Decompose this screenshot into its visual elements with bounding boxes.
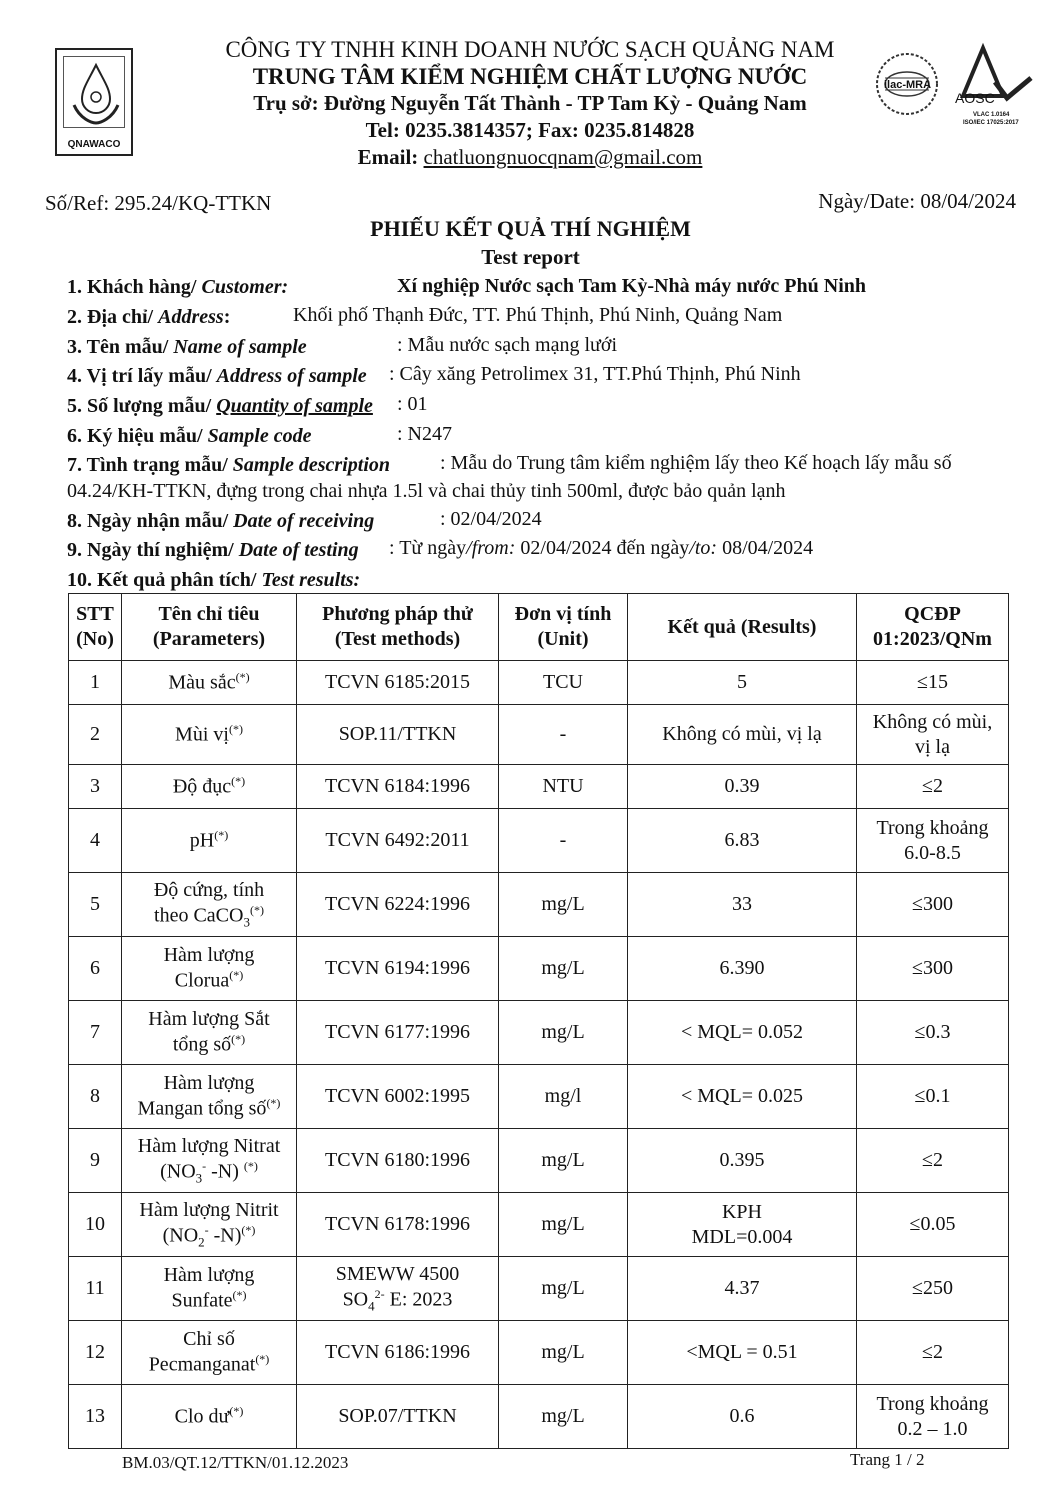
cell-result: < MQL= 0.052 (628, 1001, 857, 1065)
cell-param: Chỉ số Pecmanganat(*) (122, 1321, 297, 1385)
table-row (69, 1129, 1009, 1193)
results-label: 10. Kết quả phân tích/ Test results: (67, 569, 361, 591)
reference-number: Số/Ref: 295.24/KQ-TTKN (45, 191, 272, 215)
cell-param: Clo dư(*) (122, 1385, 297, 1449)
sample-location-label: 4. Vị trí lấy mẫu/ Address of sample (67, 365, 367, 387)
email-label: Email: (357, 145, 424, 169)
header-result: Kết quả (Results) (628, 594, 857, 661)
cell-result: 4.37 (628, 1257, 857, 1321)
table-row (69, 937, 1009, 1001)
ilac-label: ilac-MRA (884, 79, 932, 91)
cell-unit: - (499, 809, 628, 873)
cell-limit: ≤300 (857, 937, 1009, 1001)
receive-date-value: : 02/04/2024 (440, 508, 542, 530)
sample-code-label: 6. Ký hiệu mẫu/ Sample code (67, 425, 312, 447)
cell-limit: ≤15 (857, 661, 1009, 705)
sample-location-value: : Cây xăng Petrolimex 31, TT.Phú Thịnh, Phú Ninh (389, 363, 801, 385)
cell-param: Hàm lượng Nitrit ($NO_2^-$ -N)(*) (122, 1193, 297, 1257)
cell-method: SOP.07/TTKN (297, 1385, 499, 1449)
report-date: Ngày/Date: 08/04/2024 (818, 189, 1016, 213)
iso-standard: ISO/IEC 17025:2017 (963, 120, 1019, 126)
cell-result: 6.83 (628, 809, 857, 873)
cell-method: SMEWW 4500 $SO_4^{2-}$ E: 2023 (297, 1257, 499, 1321)
cell-method: TCVN 6194:1996 (297, 937, 499, 1001)
cell-param: Độ đục(*) (122, 765, 297, 809)
header-method: Phương pháp thử (Test methods) (297, 594, 499, 661)
cell-param: Mùi vị(*) (122, 705, 297, 765)
address-label: 2. Địa chỉ/ Address: (67, 306, 231, 328)
logo-label: QNAWACO (67, 139, 121, 150)
email-link[interactable]: chatluongnuocqnam@gmail.com (423, 145, 703, 169)
header-unit: Đơn vị tính (Unit) (499, 594, 628, 661)
cell-limit: ≤2 (857, 765, 1009, 809)
sample-code-value: : N247 (397, 423, 452, 445)
cell-unit: TCU (499, 661, 628, 705)
cell-no: 10 (69, 1193, 122, 1257)
cell-no: 3 (69, 765, 122, 809)
cell-unit: mg/L (499, 1321, 628, 1385)
cell-limit: ≤250 (857, 1257, 1009, 1321)
cell-no: 2 (69, 705, 122, 765)
cell-param: Hàm lượng Mangan tổng số(*) (122, 1065, 297, 1129)
aosc-label: AOSC (955, 90, 995, 106)
cell-limit: Trong khoảng 6.0-8.5 (857, 809, 1009, 873)
table-row (69, 1257, 1009, 1321)
company-address: Trụ sở: Đường Nguyễn Tất Thành - TP Tam Kỳ - Quảng Nam (253, 91, 807, 115)
cell-unit: mg/L (499, 1001, 628, 1065)
cell-unit: - (499, 705, 628, 765)
company-logo (55, 48, 133, 156)
cell-result: Không có mùi, vị lạ (628, 705, 857, 765)
cell-param: Hàm lượng Sunfate(*) (122, 1257, 297, 1321)
results-table (68, 593, 1009, 1449)
cell-unit: mg/L (499, 1129, 628, 1193)
table-row (69, 1385, 1009, 1449)
cell-method: TCVN 6492:2011 (297, 809, 499, 873)
cell-unit: mg/L (499, 1257, 628, 1321)
company-name: CÔNG TY TNHH KINH DOANH NƯỚC SẠCH QUẢNG NAM (225, 37, 835, 62)
receive-date-label: 8. Ngày nhận mẫu/ Date of receiving (67, 510, 375, 532)
cell-no: 7 (69, 1001, 122, 1065)
cell-unit: mg/L (499, 873, 628, 937)
customer-label: 1. Khách hàng/ Customer: (67, 276, 289, 298)
table-row (69, 1065, 1009, 1129)
cell-unit: mg/L (499, 937, 628, 1001)
company-email-line (150, 145, 910, 170)
test-date-value: : Từ ngày/from: 02/04/2024 đến ngày/to: 08/04/2024 (389, 537, 814, 559)
cell-method: TCVN 6180:1996 (297, 1129, 499, 1193)
cell-limit: ≤0.1 (857, 1065, 1009, 1129)
table-row (69, 765, 1009, 809)
cell-unit: NTU (499, 765, 628, 809)
cell-result: < MQL= 0.025 (628, 1065, 857, 1129)
header-limit: QCĐP 01:2023/QNm (857, 594, 1009, 661)
cell-method: TCVN 6185:2015 (297, 661, 499, 705)
cell-no: 9 (69, 1129, 122, 1193)
cell-method: TCVN 6224:1996 (297, 873, 499, 937)
cell-unit: mg/L (499, 1385, 628, 1449)
report-subtitle: Test report (481, 245, 580, 269)
customer-value: Xí nghiệp Nước sạch Tam Kỳ-Nhà máy nước Phú Ninh (397, 275, 867, 297)
cell-no: 4 (69, 809, 122, 873)
form-code: BM.03/QT.12/TTKN/01.12.2023 (122, 1453, 349, 1472)
cell-result: 5 (628, 661, 857, 705)
table-row (69, 705, 1009, 765)
water-drop-logo-icon (63, 56, 125, 128)
cell-unit: mg/L (499, 1193, 628, 1257)
report-title: PHIẾU KẾT QUẢ THÍ NGHIỆM (370, 216, 691, 241)
cell-no: 13 (69, 1385, 122, 1449)
test-date-label: 9. Ngày thí nghiệm/ Date of testing (67, 539, 359, 561)
company-phone: Tel: 0235.3814357; Fax: 0235.814828 (365, 118, 695, 142)
cell-limit: ≤2 (857, 1321, 1009, 1385)
cell-limit: ≤0.3 (857, 1001, 1009, 1065)
sample-desc-value-cont: 04.24/KH-TTKN, đựng trong chai nhựa 1.5l và chai thủy tinh 500ml, được bảo quản lạnh (67, 480, 786, 502)
cell-result: 0.395 (628, 1129, 857, 1193)
cell-method: TCVN 6002:1995 (297, 1065, 499, 1129)
cell-param: Độ cứng, tính theo CaCO$_3$(*) (122, 873, 297, 937)
cell-no: 1 (69, 661, 122, 705)
cell-no: 12 (69, 1321, 122, 1385)
table-row (69, 1193, 1009, 1257)
cell-param: Hàm lượng Sắt tổng số(*) (122, 1001, 297, 1065)
accreditation-logos (875, 42, 1035, 134)
cell-no: 6 (69, 937, 122, 1001)
sample-desc-label: 7. Tình trạng mẫu/ Sample description (67, 454, 391, 476)
address-value: Khối phố Thạnh Đức, TT. Phú Thịnh, Phú Ninh, Quảng Nam (293, 304, 783, 326)
vlac-code: VLAC 1.0164 (973, 112, 1010, 118)
cell-no: 5 (69, 873, 122, 937)
cell-result: 0.6 (628, 1385, 857, 1449)
sample-desc-value: : Mẫu do Trung tâm kiểm nghiệm lấy theo Kế hoạch lấy mẫu số (440, 452, 952, 474)
cell-limit: ≤2 (857, 1129, 1009, 1193)
cell-limit: ≤300 (857, 873, 1009, 937)
cell-method: SOP.11/TTKN (297, 705, 499, 765)
table-header-row (69, 594, 1009, 661)
table-row (69, 1321, 1009, 1385)
cell-result: <MQL = 0.51 (628, 1321, 857, 1385)
cell-param: Màu sắc(*) (122, 661, 297, 705)
cell-param: Hàm lượng Clorua(*) (122, 937, 297, 1001)
center-name: TRUNG TÂM KIỂM NGHIỆM CHẤT LƯỢNG NƯỚC (252, 64, 808, 89)
table-row (69, 1001, 1009, 1065)
cell-limit: ≤0.05 (857, 1193, 1009, 1257)
cell-result: 0.39 (628, 765, 857, 809)
sample-name-label: 3. Tên mẫu/ Name of sample (67, 336, 307, 358)
cell-no: 8 (69, 1065, 122, 1129)
cell-result: KPH MDL=0.004 (628, 1193, 857, 1257)
cell-unit: mg/l (499, 1065, 628, 1129)
cell-limit: Trong khoảng 0.2 – 1.0 (857, 1385, 1009, 1449)
sample-name-value: : Mẫu nước sạch mạng lưới (397, 334, 618, 356)
page-number: Trang 1 / 2 (850, 1450, 925, 1469)
table-row (69, 873, 1009, 937)
table-row (69, 809, 1009, 873)
cell-method: TCVN 6177:1996 (297, 1001, 499, 1065)
cell-result: 6.390 (628, 937, 857, 1001)
header-no: STT (No) (69, 594, 122, 661)
cell-param: pH(*) (122, 809, 297, 873)
cell-method: TCVN 6184:1996 (297, 765, 499, 809)
sample-quantity-value: : 01 (397, 393, 428, 415)
cell-param: Hàm lượng Nitrat ($NO_3^-$ -N) (*) (122, 1129, 297, 1193)
table-row (69, 661, 1009, 705)
cell-method: TCVN 6178:1996 (297, 1193, 499, 1257)
cell-no: 11 (69, 1257, 122, 1321)
cell-result: 33 (628, 873, 857, 937)
header-parameter: Tên chỉ tiêu (Parameters) (122, 594, 297, 661)
sample-quantity-label: 5. Số lượng mẫu/ Quantity of sample (67, 395, 373, 417)
cell-limit: Không có mùi, vị lạ (857, 705, 1009, 765)
cell-method: TCVN 6186:1996 (297, 1321, 499, 1385)
